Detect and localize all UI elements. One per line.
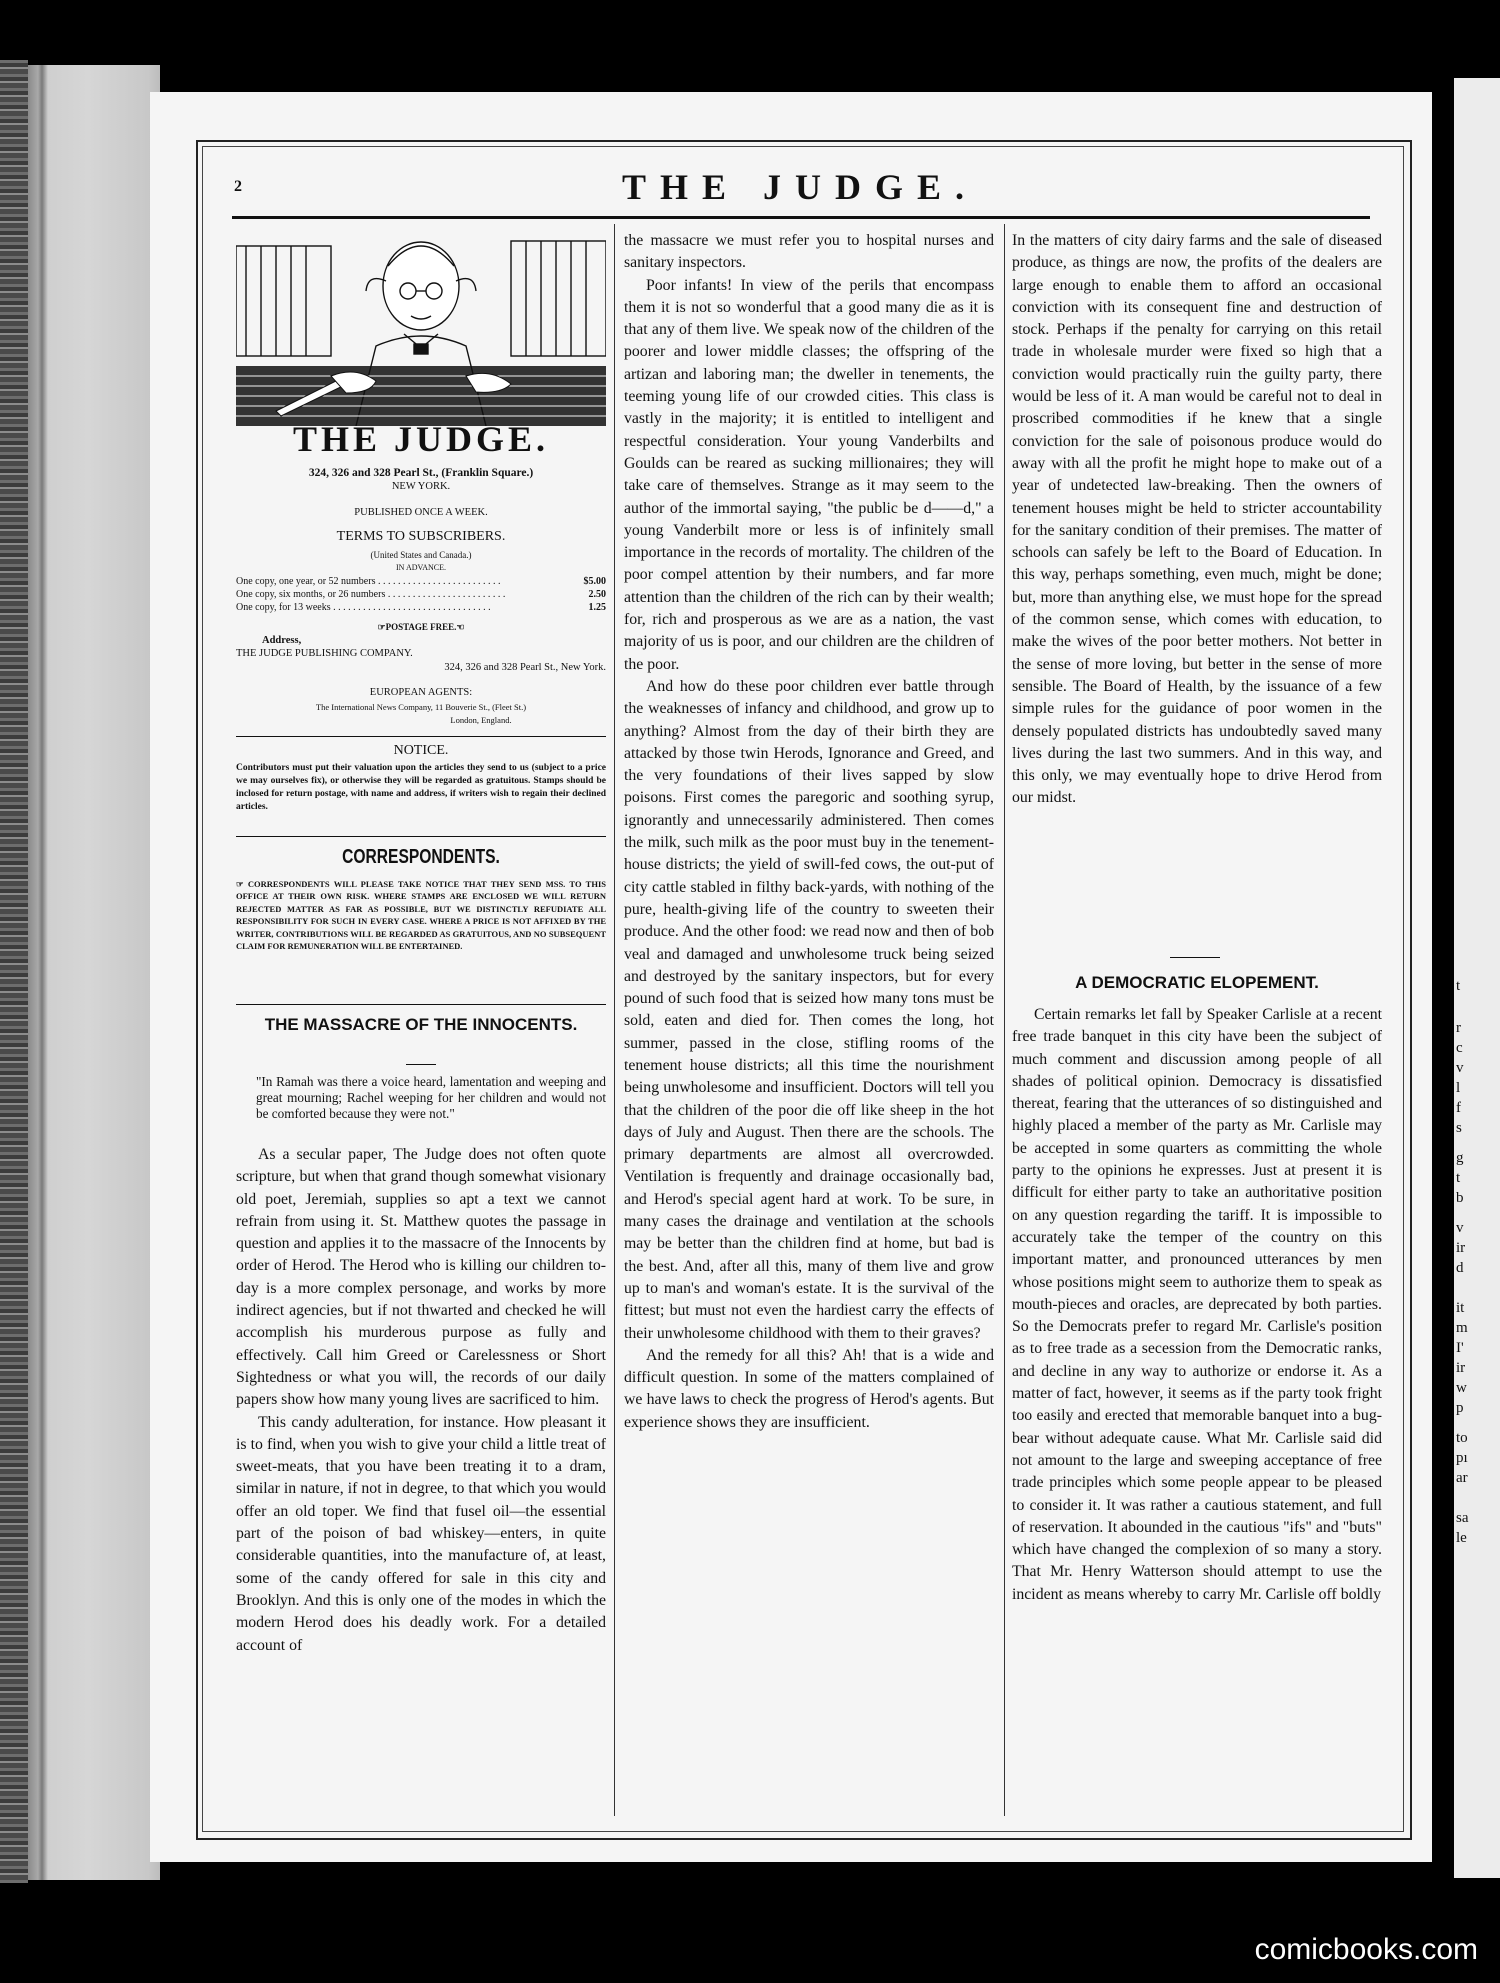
edge-letter: ir: [1456, 1240, 1466, 1256]
published-frequency: PUBLISHED ONCE A WEEK.: [354, 507, 488, 518]
edge-letter: sa: [1456, 1510, 1469, 1526]
edge-letter: it: [1456, 1300, 1465, 1316]
notice-heading: NOTICE.: [393, 743, 449, 758]
rate-row: [236, 589, 606, 602]
correspondents-heading: CORRESPONDENTS.: [342, 846, 500, 868]
paragraph: the massacre we must refer you to hospital nurses and sanitary inspectors.: [624, 232, 994, 272]
edge-letter: w: [1456, 1380, 1467, 1396]
paragraph: And how do these poor children ever battle through the weaknesses of infancy and childhood, and grow up to anything? Almost from the day of their birth they are attacked by those twin Herods, Ignorance and Greed, and the very foundations of their lives sapped by slow poisons. First comes the paregoric and soothing syrup, ignorantly and unnecessarily administered. Then comes the milk, such milk as the poor must buy in the tenement-house districts; the yield of swill-fed cows, the out-put of city cattle stabled in filthy back-yards, with nothing of the pure, health-giving life of the country to sweeten their produce. And the other food: we read now and then of bob veal and damaged and unwholesome truck being seized and destroyed by the sanitary inspectors, but for every pound of such food that is seized how many tons must be sold, eaten and died for. Then comes the long, hot summer, passed in the close, stifling rooms of the tenement house districts; all this time the nourishment being unwholesome and insufficient. Doctors will tell you that the children of the poor die off like sheep in the hot days of July and August. Then there are the schools. The primary departments are almost all overcrowded. Ventilation is frequently and drainage occasionally bad, and Herod's special agent hard at work. To be sure, in many cases the drainage and ventilation at the schools may be better than the children find at home, but bad is the best. And, after all this, many of them live and grow up to man's and woman's estate. It is the survival of the fittest; but must not even the hardiest carry the effects of their unwholesome childhood with them to their graves?: [624, 677, 994, 1342]
notice-text: Contributors must put their valuation upon the articles they send to us (subject to a price we may ourselves fix), or otherwise they will be regarded as gratuitous. Stamps should be inclosed for return postage, with name and address, if writers wish to regain their declined articles.: [236, 763, 606, 812]
rate-amount: $5.00: [583, 576, 606, 587]
agents-city: London, England.: [450, 715, 512, 725]
column-rule-1: [614, 224, 615, 1816]
edge-letter: r: [1456, 1020, 1461, 1036]
paragraph: In the matters of city dairy farms and the sale of diseased produce, as things are now, the profits of the dealers are large enough to enable them to afford an occasional conviction with its consequent fine and destruction of stock. Perhaps if the penalty for carrying on this retail trade in wholesale murder were fixed so high that a conviction would practically ruin the guilty party, there would be less of it. A man would be careful not to deal in proscribed commodities if he knew that a single conviction for the sale of poisonous produce would do away with all the profit he might hope to make out of a year of undetected law-breaking. Then the owners of tenement houses might be held to stricter accountability for the sanitary condition of their premises. The matter of schools can safely be left to the Board of Education. In this way, perhaps something, even much, might be done; but, more than anything else, we must hope for the spread of the common sense, which comes with education, to make the wives of the poor better mothers. Not better in the sense of more loving, but better in the sense of more sensible. The Board of Health, by the issuance of a few simple rules for the guidance of poor women in the densely populated districts has undoubtedly saved many lives during the last two summers. And in this way, and this only, we may eventually hope to drive Herod from our midst.: [1012, 232, 1382, 807]
edge-letter: p: [1456, 1400, 1464, 1416]
book-binding: [0, 60, 28, 1883]
edge-letter: t: [1456, 978, 1461, 994]
edge-letter: s: [1456, 1120, 1462, 1136]
rate-label: One copy, six months, or 26 numbers . . . . . . . . . . . . . . . . . . . . . . . .: [236, 589, 506, 600]
terms-subheading: (United States and Canada.): [370, 550, 472, 560]
agents-heading: EUROPEAN AGENTS:: [369, 687, 473, 698]
rate-label: One copy, one year, or 52 numbers . . . . . . . . . . . . . . . . . . . . . . . . .: [236, 576, 501, 587]
in-advance: IN ADVANCE.: [395, 563, 447, 572]
page-number: 2: [234, 178, 242, 195]
edge-letter: l: [1456, 1080, 1461, 1096]
column-3-article-body: [1012, 1004, 1382, 1606]
company-name: THE JUDGE PUBLISHING COMPANY.: [236, 648, 413, 659]
rate-amount: 2.50: [588, 589, 606, 600]
rate-amount: 1.25: [588, 602, 606, 613]
rate-row: [236, 602, 606, 615]
publisher-city: NEW YORK.: [391, 481, 451, 492]
postage-free: ☞POSTAGE FREE.☜: [377, 622, 465, 632]
masthead-rule: [232, 216, 1370, 219]
edge-letter: t: [1456, 1170, 1461, 1186]
paragraph: Certain remarks let fall by Speaker Carlisle at a recent free trade banquet in this city have been the subject of much comment and discussion among people of all shades of political opinion. Democracy is dissatisfied thereat, fearing that the utterances of so distinguished and highly placed a member of the party as Mr. Carlisle may be accepted in some quarters as committing the whole party to the opinions he expresses. Just at present it is difficult for either party to take an authoritative position on any question regarding the tariff. It is impossible to accurately take the temper of the country on this important matter, and pronounced utterances by men whose positions might seem to authorize them to speak as mouth-pieces and oracles, are deprecated by both parties. So the Democrats prefer to regard Mr. Carlisle's position as to free trade as a secession from the Democratic ranks, and decline in any way to authorize or endorse it. As a matter of fact, however, it seems as if the party took fright too easily and erected that memorable banquet into a bug-bear without adequate cause. What Mr. Carlisle said did not amount to the large and sweeping acceptance of free trade principles which some people appear to be pleased to consider it. It was rather a cautious statement, and full of reservation. It abounded in the cautious "ifs" and "buts" which have changed the complexion of so many a story. That Mr. Henry Watterson should attempt to use the incident as means whereby to carry Mr. Carlisle off boldly: [1012, 1006, 1382, 1603]
column-1-body: [236, 1144, 606, 1657]
edge-letter: le: [1456, 1530, 1467, 1546]
edge-letter: I': [1456, 1340, 1464, 1356]
edge-letter: v: [1456, 1060, 1464, 1076]
address-label: Address,: [262, 635, 302, 646]
article-heading: THE MASSACRE OF THE INNOCENTS.: [264, 1015, 578, 1034]
edge-letter: v: [1456, 1220, 1464, 1236]
section-rule: [1170, 957, 1220, 958]
heading-rule: [406, 1064, 436, 1065]
terms-heading: TERMS TO SUBSCRIBERS.: [336, 529, 506, 544]
edge-letter: ar: [1456, 1470, 1468, 1486]
column-3-body: [1012, 230, 1382, 810]
edge-letter: to: [1456, 1430, 1468, 1446]
column-2-body: [624, 230, 994, 1434]
paragraph: Poor infants! In view of the perils that encompass them it is not so wonderful that a good many die as it is that any of them live. We speak now of the children of the poorer and lower middle classes; the offspring of the artizan and laboring man; the dweller in tenements, the teeming young life of our crowded cities. This class is vastly in the majority; it is entitled to intelligent and respectful consideration. Your young Vanderbilts and Goulds can be reared as sucking millionaires; they will take care of themselves. Strange as it may seem to the author of the immortal saying, "the public be d——d," a young Vanderbilt more or less is of infinitely small importance in the records of mortality. The children of the poor compel attention by their numbers, and far more attention than the children of the rich can by their wealth; for, rich and prosperous as we are as a nation, the vast majority of us is poor, and our children are the children of the poor.: [624, 276, 994, 673]
edge-letter: d: [1456, 1260, 1464, 1276]
edge-letter: ir: [1456, 1360, 1466, 1376]
watermark: comicbooks.com: [1254, 1933, 1478, 1966]
paragraph: This candy adulteration, for instance. How pleasant it is to find, when you wish to give your child a little treat of sweet-meats, that you have been treating it to a dram, similar in nature, if not in degree, to that which you would offer an old toper. We find that fusel oil—the essential part of the poison of bad whiskey—enters, in quite considerable quantities, into the manufacture of, at least, some of the candy offered for sale in this city and Brooklyn. And this is only one of the modes in which the modern Herod does his deadly work. For a detailed account of: [236, 1413, 606, 1654]
book-spine-edge: [28, 65, 160, 1880]
edge-letter: m: [1456, 1320, 1468, 1336]
rate-label: One copy, for 13 weeks . . . . . . . . . . . . . . . . . . . . . . . . . . . . . . . .: [236, 602, 491, 613]
paragraph: As a secular paper, The Judge does not often quote scripture, but when that grand though somewhat visionary old poet, Jeremiah, supplies so apt a text we cannot refrain from using it. St. Matthew quotes the passage in question and applies it to the massacre of the Innocents by order of Herod. The Herod who is killing our children to-day is a more complex personage, and works by more indirect agencies, but if not thwarted and checked he will accomplish his murderous purpose as fully and effectively. Call him Greed or Carelessness or Short Sightedness or what you will, the records of our daily papers show how many young lives are sacrificed to him.: [236, 1146, 606, 1409]
section-rule: [236, 736, 606, 737]
publication-title: THE JUDGE.: [292, 419, 550, 459]
publisher-address: 324, 326 and 328 Pearl St., (Franklin Square.): [308, 467, 534, 479]
correspondents-text: ☞ CORRESPONDENTS WILL PLEASE TAKE NOTICE THAT THEY SEND MSS. TO THIS OFFICE AT THEIR OWN RISK. WHERE STAMPS ARE ENCLOSED WE WILL RETURN REJECTED MATTER AS FAR AS POSSIBLE, BUT WE DISTINCTLY REFUDIATE ALL RESPONSIBILITY FOR SUCH IN EVERY CASE. WHERE A PRICE IS NOT AFFIXED BY THE WRITER, CONTRIBUTIONS WILL BE REGARDED AS GRATUITOUS, AND NO SUBSEQUENT CLAIM FOR REMUNERATION WILL BE ENTERTAINED.: [236, 879, 606, 952]
column-rule-2: [1004, 224, 1005, 1816]
edge-letter: g: [1456, 1150, 1464, 1166]
paragraph: And the remedy for all this? Ah! that is a wide and difficult question. In some of the matters complained of we have laws to check the progress of Herod's agents. But experience shows they are insufficient.: [624, 1346, 994, 1431]
section-rule: [236, 1004, 606, 1005]
rate-row: [236, 576, 606, 589]
agents-name: The International News Company, 11 Bouverie St., (Fleet St.): [315, 702, 527, 712]
edge-letter: c: [1456, 1040, 1463, 1056]
article-quote: "In Ramah was there a voice heard, lamentation and weeping and great mourning; Rachel weeping for her children and would not be comforted because they were not.": [256, 1074, 606, 1121]
next-page-edge: [1454, 78, 1500, 1878]
judge-illustration: [236, 226, 606, 426]
masthead: THE JUDGE.: [621, 167, 979, 207]
section-rule: [236, 836, 606, 837]
edge-letter: pı: [1456, 1450, 1468, 1466]
edge-letter: b: [1456, 1190, 1464, 1206]
company-address: 324, 326 and 328 Pearl St., New York.: [444, 662, 606, 673]
article-heading: A DEMOCRATIC ELOPEMENT.: [1075, 973, 1319, 992]
edge-letter: f: [1456, 1100, 1461, 1116]
